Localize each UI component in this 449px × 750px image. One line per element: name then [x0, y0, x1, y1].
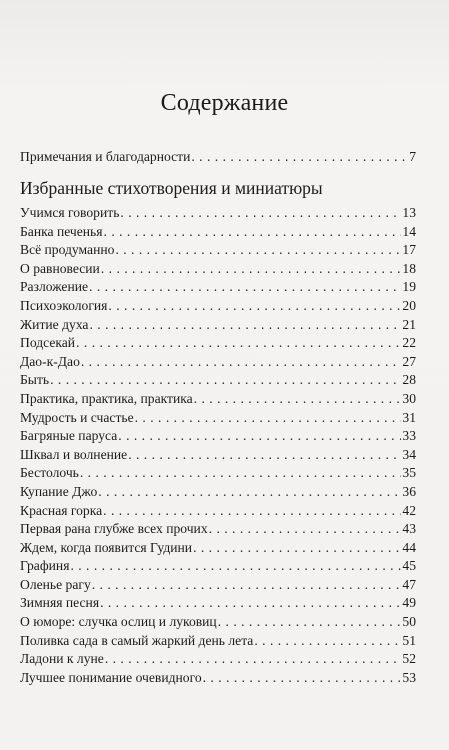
dot-leader	[81, 353, 402, 372]
toc-entry-label: Шквал и волнение	[20, 446, 128, 462]
toc-entry	[20, 204, 416, 223]
toc-entry-page: 49	[402, 595, 416, 611]
dot-leader	[120, 204, 401, 223]
toc-entry-label: Быть	[20, 372, 50, 388]
dot-leader	[194, 390, 402, 409]
dot-leader	[98, 483, 401, 502]
toc-entry-label: Багряные паруса	[20, 428, 118, 444]
toc-entry-label: О равновесии	[20, 260, 100, 276]
toc-entry-label: Поливка сада в самый жаркий день лета	[20, 632, 254, 648]
dot-leader	[101, 260, 402, 279]
toc-entry-label: Красная горка	[20, 502, 103, 518]
toc-entry-page: 50	[402, 614, 416, 630]
toc-entry-page: 20	[402, 297, 416, 313]
toc-entry-page: 47	[402, 576, 416, 592]
toc-entry	[20, 650, 416, 669]
toc-entry-page: 7	[409, 149, 416, 164]
dot-leader	[100, 594, 401, 613]
section-heading: Избранные стихотворения и миниатюры	[20, 178, 323, 198]
toc-entry-page: 53	[402, 669, 416, 685]
dot-leader	[76, 334, 401, 353]
page-title: Содержание	[160, 90, 289, 116]
toc-entry-label: Разложение	[20, 279, 89, 295]
toc-entry	[20, 669, 416, 688]
dot-leader	[89, 278, 401, 297]
toc-list	[20, 204, 416, 687]
toc-entry-label: О юморе: случка ослиц и луковиц	[20, 614, 217, 630]
toc-entry-page: 44	[402, 539, 416, 555]
toc-entry	[20, 427, 416, 446]
dot-leader	[218, 613, 402, 632]
toc-entry-page: 19	[402, 279, 416, 295]
toc-entry-page: 13	[402, 205, 416, 220]
toc-entry	[20, 334, 416, 353]
toc-entry	[20, 613, 416, 632]
dot-leader	[128, 446, 401, 465]
toc-entry-label: Первая рана глубже всех прочих	[20, 521, 208, 537]
toc-entry	[20, 483, 416, 502]
dot-leader	[135, 409, 402, 428]
toc-entry-label: Ждем, когда появится Гудини	[20, 539, 193, 555]
toc-entry-label: Графиня	[20, 558, 70, 574]
toc-entry	[20, 594, 416, 613]
dot-leader	[50, 371, 401, 390]
toc-entry-label: Бестолочь	[20, 465, 79, 481]
toc-entry-label: Примечания и благодарности	[20, 149, 191, 164]
toc-entry-page: 42	[402, 502, 416, 518]
toc-entry	[20, 520, 416, 539]
toc-entry	[20, 502, 416, 521]
dot-leader	[203, 669, 402, 688]
toc-entry-page: 14	[402, 223, 416, 239]
toc-entry	[20, 539, 416, 558]
toc-entry-page: 21	[402, 316, 416, 332]
toc-entry-page: 17	[402, 242, 416, 258]
toc-entry-page: 51	[402, 632, 416, 648]
toc-entry	[20, 557, 416, 576]
toc-entry-label: Психоэкология	[20, 297, 108, 313]
toc-entry-page: 43	[402, 521, 416, 537]
toc-entry	[20, 390, 416, 409]
dot-leader	[118, 427, 401, 446]
dot-leader	[115, 241, 401, 260]
toc-entry-page: 27	[402, 353, 416, 369]
toc-entry-label: Ладони к луне	[20, 651, 104, 667]
toc-entry-label: Банка печенья	[20, 223, 103, 239]
toc-entry-label: Всё продуманно	[20, 242, 115, 258]
toc-entry-page: 33	[402, 428, 416, 444]
dot-leader	[103, 502, 401, 521]
dot-leader	[105, 650, 402, 669]
dot-leader	[80, 464, 402, 483]
dot-leader	[104, 223, 402, 242]
toc-entry-page: 35	[402, 465, 416, 481]
dot-leader	[254, 632, 401, 651]
dot-leader	[209, 520, 402, 539]
toc-entry-label: Купание Джо	[20, 483, 98, 499]
toc-entry	[20, 223, 416, 242]
toc-entry	[20, 297, 416, 316]
toc-entry	[20, 632, 416, 651]
toc-entry-page: 22	[402, 335, 416, 351]
toc-entry	[20, 260, 416, 279]
dot-leader	[108, 297, 401, 316]
dot-leader	[191, 148, 408, 167]
toc-entry-label: Зимняя песня	[20, 595, 100, 611]
toc-entry-page: 18	[402, 260, 416, 276]
toc-entry-page: 34	[402, 446, 416, 462]
toc-entry-page: 30	[402, 390, 416, 406]
dot-leader	[70, 557, 401, 576]
toc-entry	[20, 278, 416, 297]
toc-entry-label: Оленье рагу	[20, 576, 91, 592]
toc-entry-label: Мудрость и счастье	[20, 409, 134, 425]
toc-entry	[20, 371, 416, 390]
dot-leader	[193, 539, 401, 558]
toc-entry	[20, 316, 416, 335]
toc-entry-label: Подсекай	[20, 335, 76, 351]
toc-entry-page: 28	[402, 372, 416, 388]
toc-entry-page: 52	[402, 651, 416, 667]
toc-entry	[20, 353, 416, 372]
toc-entry-intro	[20, 148, 416, 167]
toc-entry-label: Житие духа	[20, 316, 89, 332]
dot-leader	[89, 316, 401, 335]
toc-entry-page: 31	[402, 409, 416, 425]
dot-leader	[92, 576, 402, 595]
toc-entry-label: Практика, практика, практика	[20, 390, 193, 406]
toc-entry-label: Лучшее понимание очевидного	[20, 669, 202, 685]
toc-entry	[20, 464, 416, 483]
toc-entry-page: 36	[402, 483, 416, 499]
toc-entry-label: Учимся говорить	[20, 205, 120, 220]
toc-entry	[20, 576, 416, 595]
toc-entry-label: Дао-к-Дао	[20, 353, 80, 369]
toc-entry-page: 45	[402, 558, 416, 574]
toc-entry	[20, 409, 416, 428]
toc-entry	[20, 446, 416, 465]
toc-entry	[20, 241, 416, 260]
